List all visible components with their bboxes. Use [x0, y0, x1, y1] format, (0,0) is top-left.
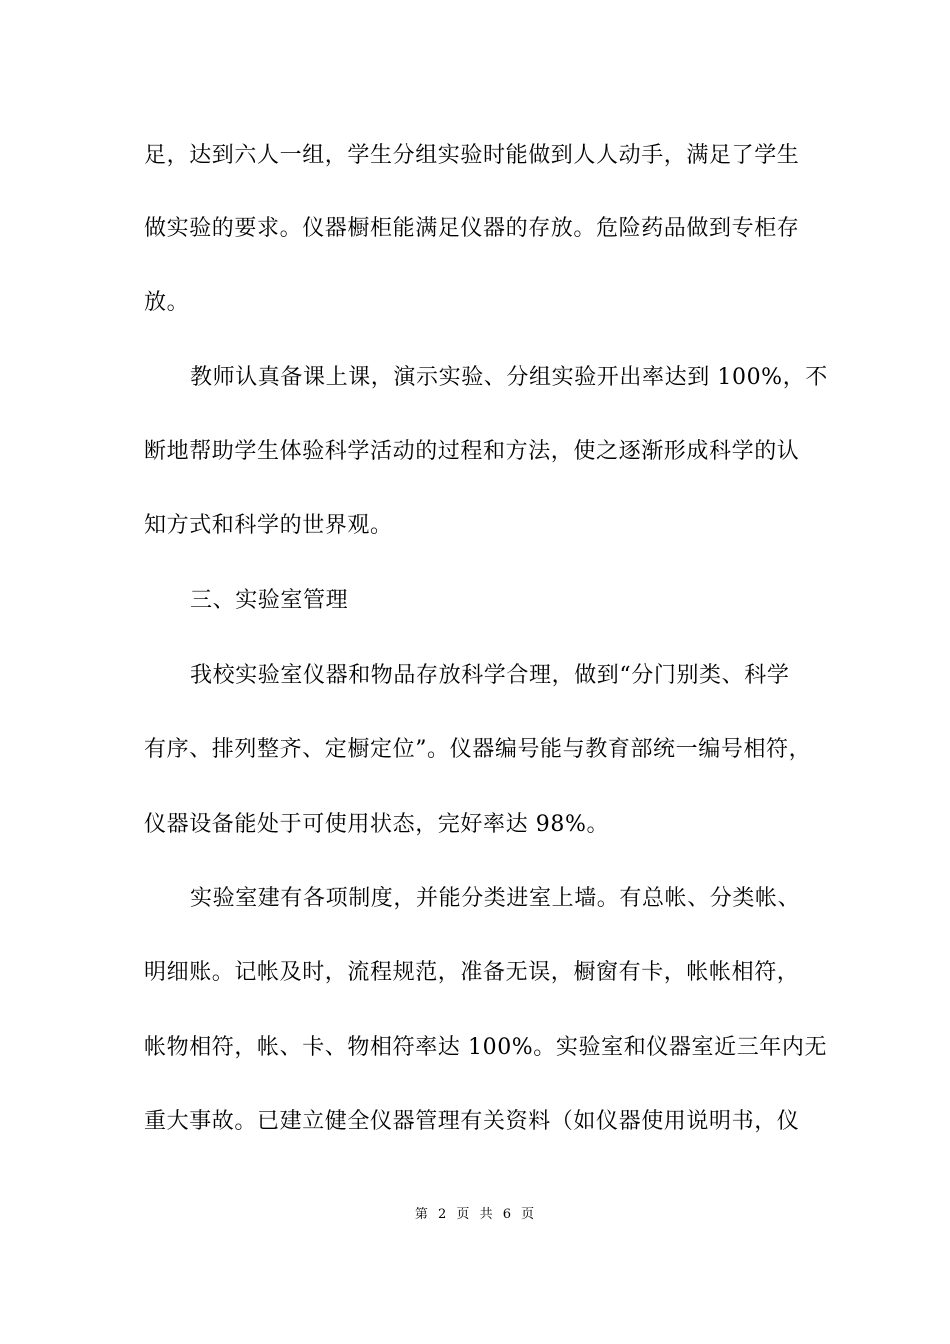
- paragraph-line: 断地帮助学生体验科学活动的过程和方法，使之逐渐形成科学的认: [144, 439, 800, 464]
- footer-total-pages: 6: [502, 1207, 512, 1222]
- footer-prefix: 第: [414, 1207, 429, 1222]
- footer-total-prefix: 共: [479, 1207, 494, 1222]
- paragraph-line: 放。: [144, 290, 190, 315]
- paragraph-line: 帐物相符，帐、卡、物相符率达 100%。实验室和仪器室近三年内无: [144, 1035, 828, 1060]
- paragraph-line: 教师认真备课上课，演示实验、分组实验开出率达到 100%，不: [190, 365, 828, 390]
- page-footer: [0, 1206, 950, 1224]
- section-heading: 三、实验室管理: [190, 588, 349, 613]
- paragraph-line: 我校实验室仪器和物品存放科学合理，做到“分门别类、科学: [190, 663, 790, 688]
- paragraph-line: 明细账。记帐及时，流程规范，准备无误，橱窗有卡，帐帐相符，: [144, 960, 800, 985]
- paragraph-line: 做实验的要求。仪器橱柜能满足仪器的存放。危险药品做到专柜存: [144, 216, 800, 241]
- footer-total-unit: 页: [521, 1207, 536, 1222]
- paragraph-line: 重大事故。已建立健全仪器管理有关资料（如仪器使用说明书，仪: [144, 1109, 800, 1134]
- footer-page-unit: 页: [456, 1207, 471, 1222]
- footer-current-page: 2: [437, 1207, 448, 1222]
- paragraph-line: 足，达到六人一组，学生分组实验时能做到人人动手，满足了学生: [144, 143, 800, 168]
- paragraph-line: 知方式和科学的世界观。: [144, 513, 393, 538]
- paragraph-line: 仪器设备能处于可使用状态，完好率达 98%。: [144, 812, 610, 837]
- paragraph-line: 实验室建有各项制度，并能分类进室上墙。有总帐、分类帐、: [190, 886, 801, 911]
- paragraph-line: 有序、排列整齐、定橱定位”。仪器编号能与教育部统一编号相符，: [144, 737, 812, 762]
